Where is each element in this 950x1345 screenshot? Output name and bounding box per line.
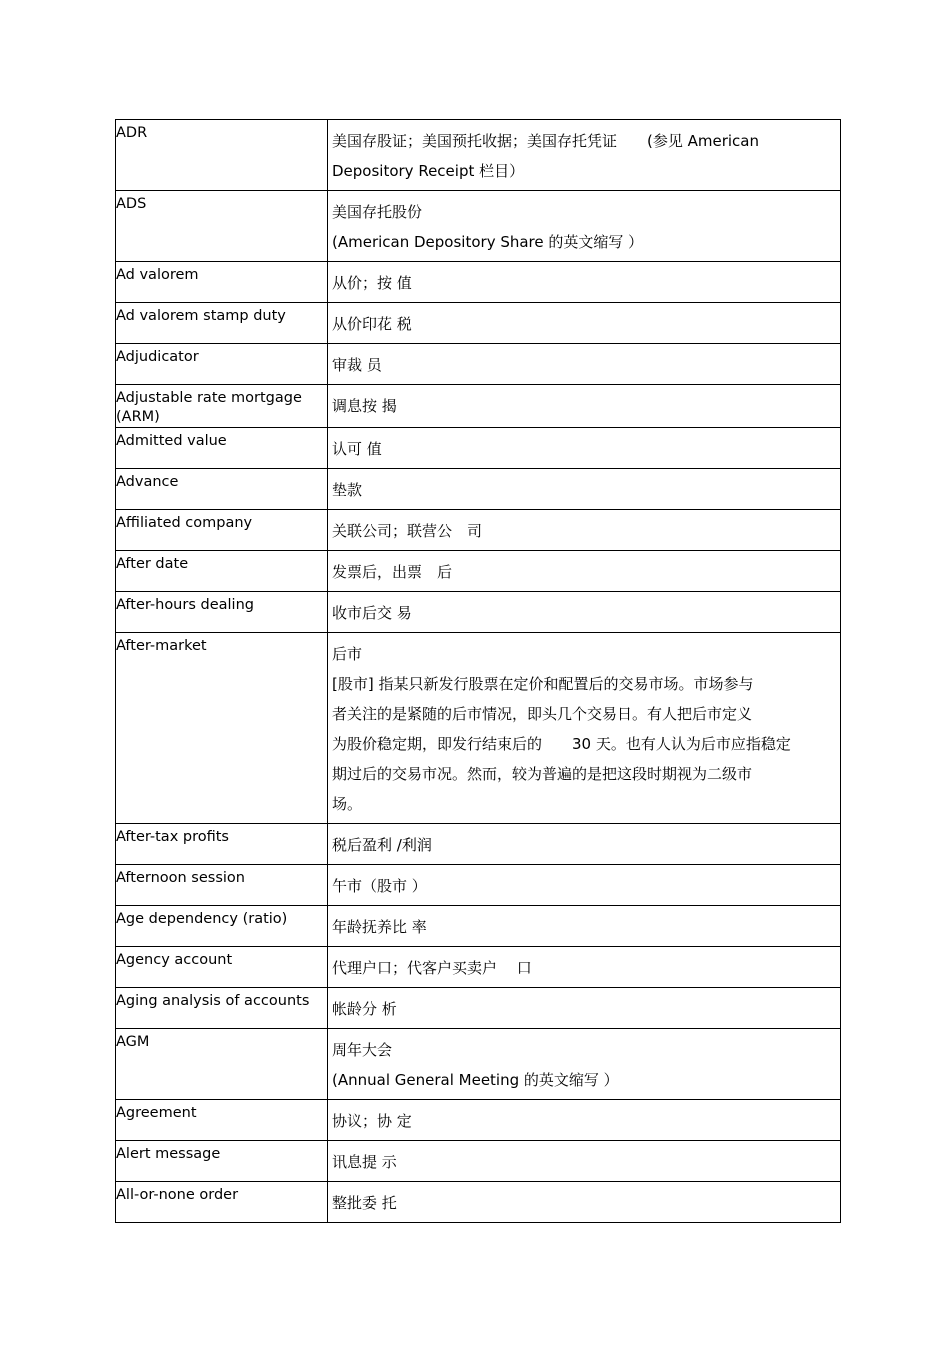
definition-text: (Annual General Meeting 的英文缩写 ）: [332, 1071, 619, 1089]
term-text: ADR: [116, 125, 148, 141]
definition-text: 美国存托股份: [332, 203, 423, 221]
term-text: After date: [116, 556, 189, 572]
term-cell: [116, 262, 328, 303]
term-text: Ad valorem: [116, 267, 199, 283]
term-cell: [116, 633, 328, 824]
term-text: After-tax profits: [116, 829, 229, 845]
term-cell: [116, 947, 328, 988]
table-row: [116, 824, 841, 865]
definition-text: Depository Receipt 栏目）: [332, 162, 525, 180]
table-row: [116, 120, 841, 191]
term-text: Aging analysis of accounts: [116, 993, 310, 1009]
term-text: Admitted value: [116, 433, 227, 449]
table-row: [116, 988, 841, 1029]
term-text: After-market: [116, 638, 207, 654]
definition-cell: [328, 865, 841, 906]
definition-cell: [328, 947, 841, 988]
table-row: [116, 906, 841, 947]
definition-cell: [328, 191, 841, 262]
definition-text: 整批委 托: [332, 1194, 397, 1212]
definition-text: [股市] 指某只新发行股票在定价和配置后的交易市场。市场参与: [332, 675, 754, 693]
table-row: [116, 1100, 841, 1141]
term-text: Alert message: [116, 1146, 221, 1162]
definition-cell: [328, 1029, 841, 1100]
term-text: After-hours dealing: [116, 597, 254, 613]
definition-text: 讯息提 示: [332, 1153, 397, 1171]
definition-text: 美国存股证；美国预托收据；美国存托凭证 (参见 American: [332, 132, 760, 150]
term-cell: [116, 906, 328, 947]
definition-cell: [328, 428, 841, 469]
term-text: (ARM): [116, 409, 160, 425]
definition-text: 年龄抚养比 率: [332, 918, 427, 936]
definition-cell: [328, 633, 841, 824]
term-cell: [116, 344, 328, 385]
table-row: [116, 469, 841, 510]
term-text: Adjudicator: [116, 349, 199, 365]
term-text: Age dependency (ratio): [116, 911, 288, 927]
definition-text: 认可 值: [332, 440, 382, 458]
term-cell: [116, 385, 328, 428]
definition-cell: [328, 551, 841, 592]
definition-text: 者关注的是紧随的后市情况，即头几个交易日。有人把后市定义: [332, 705, 753, 723]
term-text: AGM: [116, 1034, 150, 1050]
term-text: Adjustable rate mortgage: [116, 390, 302, 406]
table-row: [116, 344, 841, 385]
glossary-body: [116, 120, 841, 1223]
table-row: [116, 191, 841, 262]
definition-text: 代理户口；代客户买卖户 口: [332, 959, 532, 977]
definition-cell: [328, 592, 841, 633]
term-text: Agreement: [116, 1105, 197, 1121]
definition-text: 午市（股市 ）: [332, 877, 427, 895]
definition-text: 从价；按 值: [332, 274, 412, 292]
table-row: [116, 303, 841, 344]
definition-cell: [328, 824, 841, 865]
table-row: [116, 633, 841, 824]
definition-text: (American Depository Share 的英文缩写 ）: [332, 233, 644, 251]
term-cell: [116, 988, 328, 1029]
definition-cell: [328, 344, 841, 385]
definition-text: 收市后交 易: [332, 604, 412, 622]
definition-cell: [328, 510, 841, 551]
glossary-table: [115, 119, 841, 1223]
definition-text: 审裁 员: [332, 356, 382, 374]
table-row: [116, 262, 841, 303]
definition-cell: [328, 906, 841, 947]
term-text: ADS: [116, 196, 147, 212]
table-row: [116, 428, 841, 469]
term-text: All-or-none order: [116, 1187, 239, 1203]
definition-cell: [328, 262, 841, 303]
term-text: Advance: [116, 474, 179, 490]
table-row: [116, 865, 841, 906]
term-cell: [116, 592, 328, 633]
table-row: [116, 1029, 841, 1100]
definition-cell: [328, 1100, 841, 1141]
definition-cell: [328, 1182, 841, 1223]
term-cell: [116, 428, 328, 469]
definition-text: 帐龄分 析: [332, 1000, 397, 1018]
table-row: [116, 592, 841, 633]
table-row: [116, 510, 841, 551]
term-cell: [116, 865, 328, 906]
term-cell: [116, 469, 328, 510]
definition-text: 从价印花 税: [332, 315, 412, 333]
definition-cell: [328, 385, 841, 428]
definition-cell: [328, 1141, 841, 1182]
definition-cell: [328, 988, 841, 1029]
term-cell: [116, 824, 328, 865]
term-text: Ad valorem stamp duty: [116, 308, 286, 324]
term-cell: [116, 191, 328, 262]
definition-text: 为股价稳定期，即发行结束后的 30 天。也有人认为后市应指稳定: [332, 735, 791, 753]
definition-text: 发票后，出票 后: [332, 563, 453, 581]
definition-text: 后市: [332, 645, 363, 663]
definition-text: 协议；协 定: [332, 1112, 412, 1130]
table-row: [116, 385, 841, 428]
term-text: Affiliated company: [116, 515, 253, 531]
table-row: [116, 947, 841, 988]
term-text: Afternoon session: [116, 870, 245, 886]
term-cell: [116, 1100, 328, 1141]
term-cell: [116, 1029, 328, 1100]
definition-text: 场。: [332, 795, 363, 813]
definition-cell: [328, 469, 841, 510]
definition-text: 调息按 揭: [332, 397, 397, 415]
term-cell: [116, 303, 328, 344]
term-cell: [116, 551, 328, 592]
term-cell: [116, 1141, 328, 1182]
table-row: [116, 551, 841, 592]
term-text: Agency account: [116, 952, 233, 968]
definition-text: 垫款: [332, 481, 363, 499]
definition-text: 周年大会: [332, 1041, 393, 1059]
definition-cell: [328, 120, 841, 191]
definition-text: 关联公司；联营公 司: [332, 522, 483, 540]
term-cell: [116, 1182, 328, 1223]
table-row: [116, 1141, 841, 1182]
definition-text: 期过后的交易市况。然而，较为普遍的是把这段时期视为二级市: [332, 765, 753, 783]
definition-cell: [328, 303, 841, 344]
term-cell: [116, 120, 328, 191]
term-cell: [116, 510, 328, 551]
table-row: [116, 1182, 841, 1223]
definition-text: 税后盈利 /利润: [332, 836, 432, 854]
